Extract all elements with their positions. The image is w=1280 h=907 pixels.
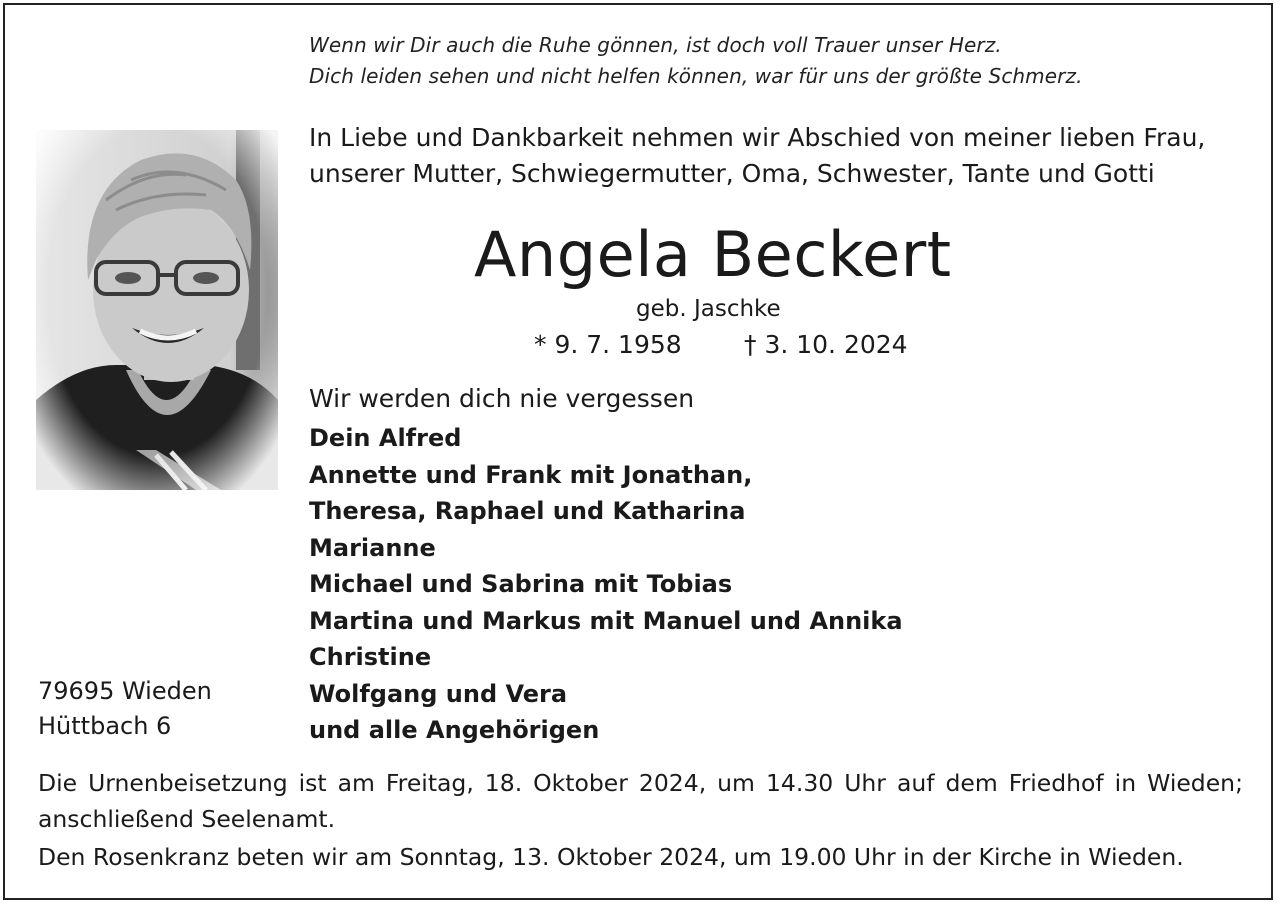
birth-date: * 9. 7. 1958 bbox=[534, 330, 682, 359]
mourner-line: Martina und Markus mit Manuel und Annika bbox=[309, 606, 903, 635]
birth-name: geb. Jaschke bbox=[636, 296, 781, 322]
intro-line-1: In Liebe und Dankbarkeit nehmen wir Abschied von meiner lieben Frau, bbox=[309, 123, 1206, 152]
address-street: Hüttbach 6 bbox=[38, 712, 172, 740]
death-date: † 3. 10. 2024 bbox=[744, 330, 908, 359]
mourner-line: Dein Alfred bbox=[309, 424, 462, 452]
quote-line-2: Dich leiden sehen und nicht helfen können, war für uns der größte Schmerz. bbox=[309, 64, 1083, 88]
mourner-line: und alle Angehörigen bbox=[309, 716, 600, 744]
rosary-notice: Den Rosenkranz beten wir am Sonntag, 13. Oktober 2024, um 19.00 Uhr in der Kirche in Wieden. bbox=[38, 843, 1184, 871]
intro-line-2: unserer Mutter, Schwiegermutter, Oma, Schwester, Tante und Gotti bbox=[309, 159, 1155, 188]
portrait-photo bbox=[36, 130, 278, 490]
mourner-line: Annette und Frank mit Jonathan, bbox=[309, 460, 753, 489]
mourner-line: Christine bbox=[309, 643, 432, 671]
mourners-list bbox=[309, 420, 903, 749]
mourner-line: Michael und Sabrina mit Tobias bbox=[309, 570, 733, 598]
mourner-line: Theresa, Raphael und Katharina bbox=[309, 497, 746, 525]
remember-line: Wir werden dich nie vergessen bbox=[309, 384, 695, 413]
address-city: 79695 Wieden bbox=[38, 677, 212, 705]
mourner-line: Wolfgang und Vera bbox=[309, 679, 568, 708]
quote-line-1: Wenn wir Dir auch die Ruhe gönnen, ist doch voll Trauer unser Herz. bbox=[309, 33, 1002, 57]
mourner-line: Marianne bbox=[309, 533, 436, 562]
funeral-notice: Die Urnenbeisetzung ist am Freitag, 18. Oktober 2024, um 14.30 Uhr auf dem Friedhof in Wieden; anschließend Seelenamt. bbox=[38, 769, 1243, 833]
deceased-name: Angela Beckert bbox=[474, 218, 952, 291]
